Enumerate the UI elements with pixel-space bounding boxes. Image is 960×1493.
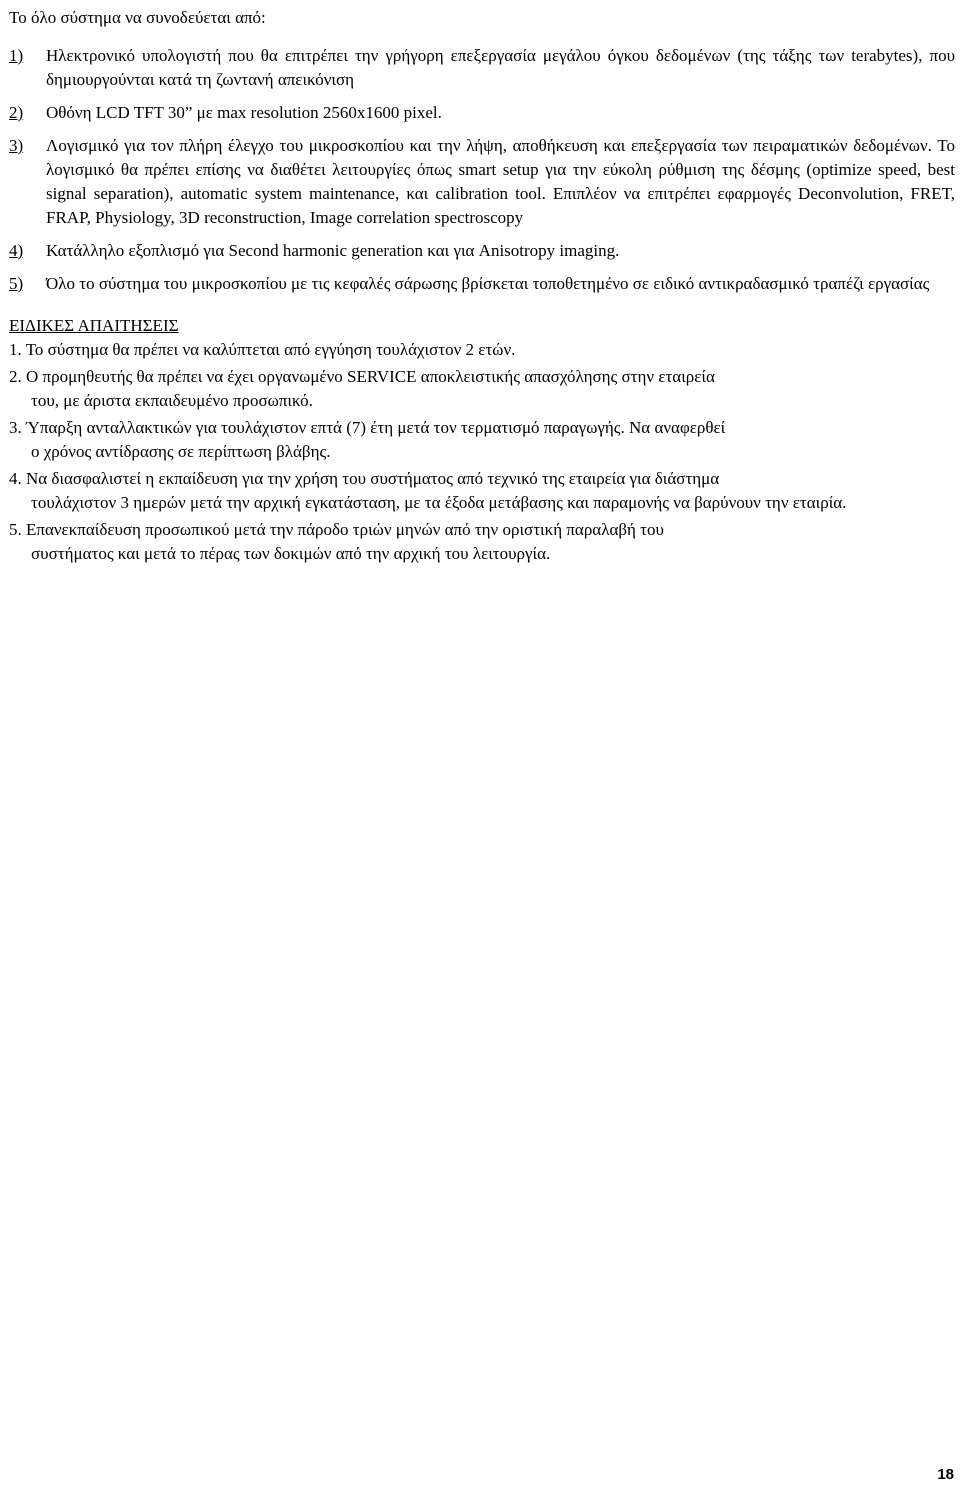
requirement-item bbox=[9, 365, 955, 413]
item-text: Όλο το σύστημα του μικροσκοπίου με τις κεφαλές σάρωσης βρίσκεται τοποθετημένο σε ειδικό αντικραδασμικό τραπέζι εργασίας bbox=[46, 274, 930, 293]
requirement-number: 3. bbox=[9, 418, 22, 437]
page-number: 18 bbox=[937, 1466, 954, 1483]
document-page bbox=[9, 6, 955, 569]
list-item bbox=[9, 239, 955, 263]
requirement-text: Ο προμηθευτής θα πρέπει να έχει οργανωμένο SERVICE αποκλειστικής απασχόλησης στην εταιρεία bbox=[26, 367, 715, 386]
item-text: Λογισμικό για τον πλήρη έλεγχο του μικροσκοπίου και την λήψη, αποθήκευση και επεξεργασία των πειραματικών δεδομένων. Το λογισμικό θα πρέπει επίσης να διαθέτει λειτουργίες όπως smart setup για την εύκολη ρύθμιση της δέσμης (optimize speed, best signal separation), automatic system maintenance, και calibration tool. Επιπλέον να επιτρέπει εφαρμογές Deconvolution, FRET, FRAP, Physiology, 3D reconstruction, Image correlation spectroscopy bbox=[46, 136, 955, 227]
requirement-text: Να διασφαλιστεί η εκπαίδευση για την χρήση του συστήματος από τεχνικό της εταιρεία για διάστημα bbox=[26, 469, 720, 488]
item-text: Ηλεκτρονικό υπολογιστή που θα επιτρέπει την γρήγορη επεξεργασία μεγάλου όγκου δεδομένων (της τάξης των terabytes), που δημιουργούνται κατά τη ζωντανή απεικόνιση bbox=[46, 46, 955, 89]
intro-paragraph: Το όλο σύστημα να συνοδεύεται από: bbox=[9, 8, 266, 27]
requirement-continuation: του, με άριστα εκπαιδευμένο προσωπικό. bbox=[31, 391, 313, 410]
requirement-item bbox=[9, 518, 955, 566]
requirement-number: 1. bbox=[9, 340, 22, 359]
list-item bbox=[9, 134, 955, 230]
item-number: 5) bbox=[9, 274, 24, 293]
requirement-continuation: τουλάχιστον 3 ημερών μετά την αρχική εγκατάσταση, με τα έξοδα μετάβασης και παραμονής να βαρύνουν την εταιρία. bbox=[31, 493, 847, 512]
equipment-list bbox=[9, 44, 955, 296]
requirement-item bbox=[9, 338, 955, 362]
item-text: Οθόνη LCD TFT 30” με max resolution 2560x1600 pixel. bbox=[46, 103, 442, 122]
requirement-text: Ύπαρξη ανταλλακτικών για τουλάχιστον επτά (7) έτη μετά τον τερματισμό παραγωγής. Να αναφερθεί bbox=[26, 418, 726, 437]
requirement-continuation: συστήματος και μετά το πέρας των δοκιμών από την αρχική του λειτουργία. bbox=[31, 544, 551, 563]
item-number: 4) bbox=[9, 241, 24, 260]
list-item bbox=[9, 101, 955, 125]
requirement-number: 2. bbox=[9, 367, 22, 386]
item-number: 2) bbox=[9, 103, 24, 122]
requirement-continuation: ο χρόνος αντίδρασης σε περίπτωση βλάβης. bbox=[31, 442, 331, 461]
section-heading: ΕΙΔΙΚΕΣ ΑΠΑΙΤΗΣΕΙΣ bbox=[9, 316, 179, 335]
requirement-number: 4. bbox=[9, 469, 22, 488]
requirement-number: 5. bbox=[9, 520, 22, 539]
list-item bbox=[9, 44, 955, 92]
requirement-text: Επανεκπαίδευση προσωπικού μετά την πάροδο τριών μηνών από την οριστική παραλαβή του bbox=[26, 520, 664, 539]
item-text: Κατάλληλο εξοπλισμό για Second harmonic generation και για Anisotropy imaging. bbox=[46, 241, 620, 260]
item-number: 3) bbox=[9, 136, 24, 155]
requirements-list bbox=[9, 338, 955, 566]
requirement-item bbox=[9, 416, 955, 464]
item-number: 1) bbox=[9, 46, 24, 65]
list-item bbox=[9, 272, 955, 296]
requirement-item bbox=[9, 467, 955, 515]
requirement-text: Το σύστημα θα πρέπει να καλύπτεται από εγγύηση τουλάχιστον 2 ετών. bbox=[25, 340, 516, 359]
